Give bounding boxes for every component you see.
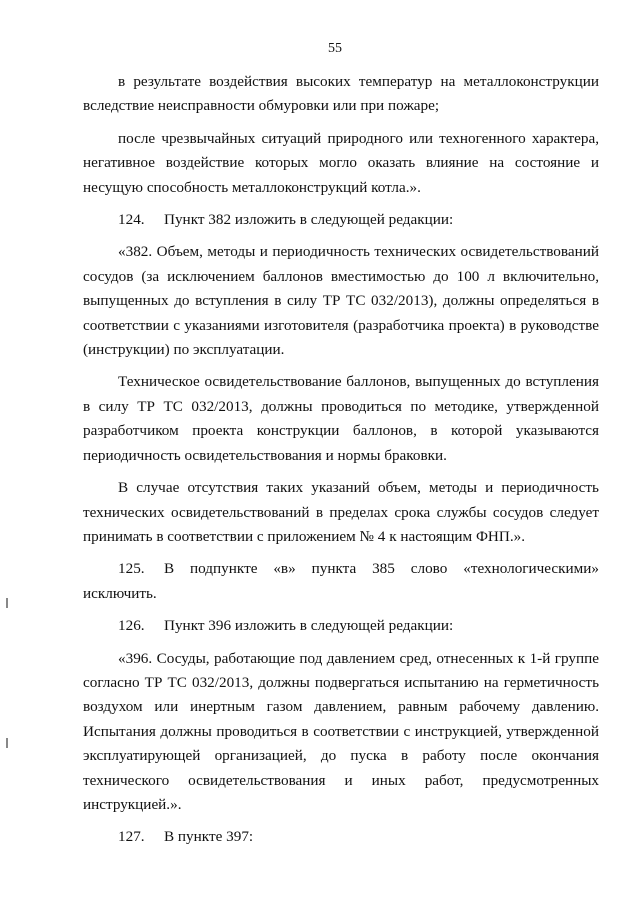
paragraph-text: Пункт 382 изложить в следующей редакции:: [164, 211, 454, 229]
item-124: [83, 208, 599, 232]
paragraph-text: в результате воздействия высоких температур на металлоконструкции вследствие неисправности обмуровки или при пожаре;: [83, 73, 599, 115]
page-number: 55: [328, 41, 342, 56]
margin-mark: [6, 738, 8, 748]
margin-mark: [6, 598, 8, 608]
item-125: [83, 557, 599, 606]
paragraph-text: после чрезвычайных ситуаций природного или техногенного характера, негативное воздействие которых могло оказать влияние на состояние и несущую способность металлоконструкций котла.».: [83, 129, 599, 196]
paragraph-cylinders: [83, 370, 599, 468]
item-number: 124.: [118, 211, 145, 229]
paragraph-1: [83, 70, 599, 119]
paragraph-396: [83, 647, 599, 818]
paragraph-text: «382. Объем, методы и периодичность технических освидетельствований сосудов (за исключением баллонов вместимостью до 100 л включительно, выпущенных до вступления в силу ТР ТС 032/2013), должны определяться в соответствии с указаниями изготовителя (разработчика проекта) в руководстве (инструкции) по эксплуатации.: [83, 243, 599, 359]
item-number: 125.: [118, 560, 145, 578]
paragraph-absence: [83, 476, 599, 549]
document-body: [83, 70, 599, 858]
paragraph-text: В подпункте «в» пункта 385 слово «технологическими» исключить.: [83, 560, 599, 602]
item-number: 127.: [118, 828, 145, 846]
paragraph-text: Техническое освидетельствование баллонов, выпущенных до вступления в силу ТР ТС 032/2013, должны проводиться по методике, утвержденной разработчиком проекта конструкции баллонов, в которой указываются периодичность освидетельствования и нормы браковки.: [83, 373, 599, 464]
paragraph-382: [83, 240, 599, 362]
item-number: 126.: [118, 617, 145, 635]
paragraph-2: [83, 127, 599, 200]
paragraph-text: Пункт 396 изложить в следующей редакции:: [164, 617, 454, 635]
paragraph-text: В случае отсутствия таких указаний объем, методы и периодичность технических освидетельствований в пределах срока службы сосудов следует принимать в соответствии с приложением № 4 к настоящим ФНП.».: [83, 479, 599, 545]
item-127: [83, 825, 599, 849]
paragraph-text: В пункте 397:: [164, 828, 254, 846]
item-126: [83, 614, 599, 638]
paragraph-text: «396. Сосуды, работающие под давлением сред, отнесенных к 1-й группе согласно ТР ТС 032/2013, должны подвергаться испытанию на герметичность воздухом или инертным газом давлением, равным рабочему давлению. Испытания должны проводиться в соответствии с инструкцией, утвержденной эксплуатирующей организацией, до пуска в работу после окончания технического освидетельствования и иных работ, предусмотренных инструкцией.».: [83, 649, 599, 813]
